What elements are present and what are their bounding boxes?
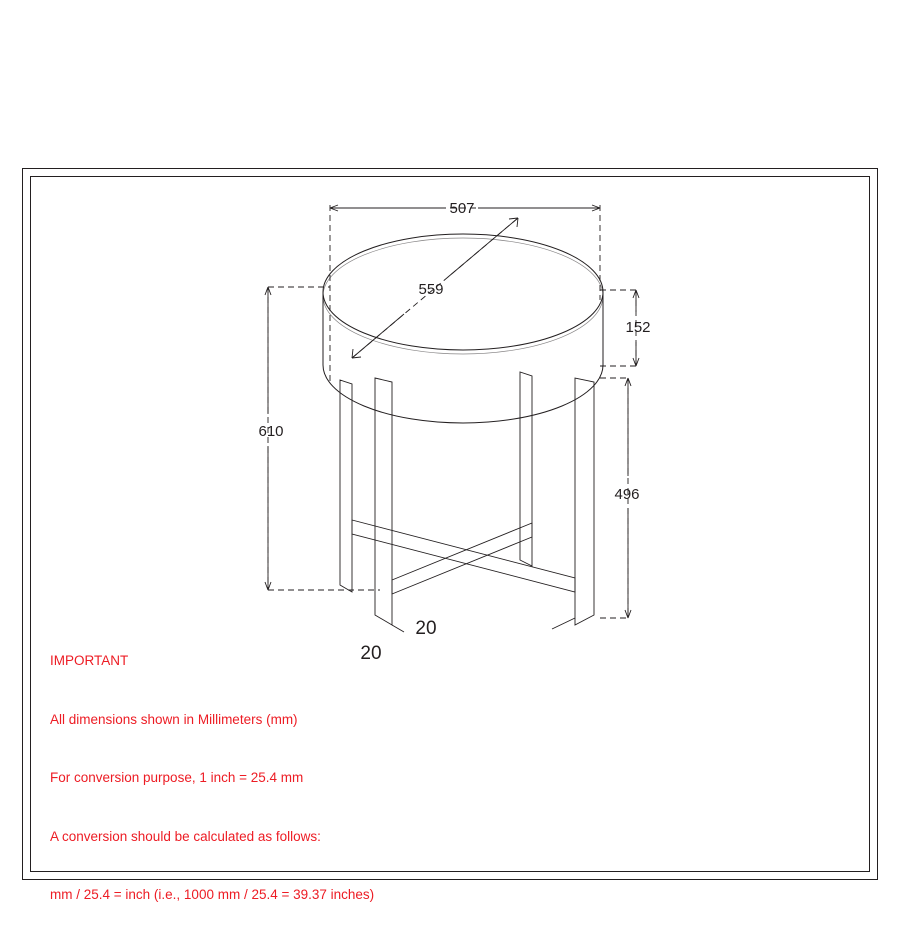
note-line-2: For conversion purpose, 1 inch = 25.4 mm	[50, 770, 304, 785]
dim-leg-height: 496	[614, 486, 640, 503]
dim-leg-thickness-a: 20	[415, 618, 437, 639]
note-line-1: All dimensions shown in Millimeters (mm)	[50, 711, 298, 727]
dim-top-diameter: 559	[418, 281, 444, 298]
dim-overall-height: 610	[258, 423, 284, 440]
important-notes	[50, 612, 374, 944]
note-line-4: mm / 25.4 = inch (i.e., 1000 mm / 25.4 = 39.37 inches)	[50, 887, 375, 902]
dim-top-width: 507	[449, 200, 475, 217]
dim-top-thickness: 152	[625, 319, 651, 336]
note-heading: IMPORTANT	[50, 653, 129, 668]
note-line-3: A conversion should be calculated as follows:	[50, 828, 321, 844]
dim-leg-thickness-b: 20	[360, 643, 382, 664]
